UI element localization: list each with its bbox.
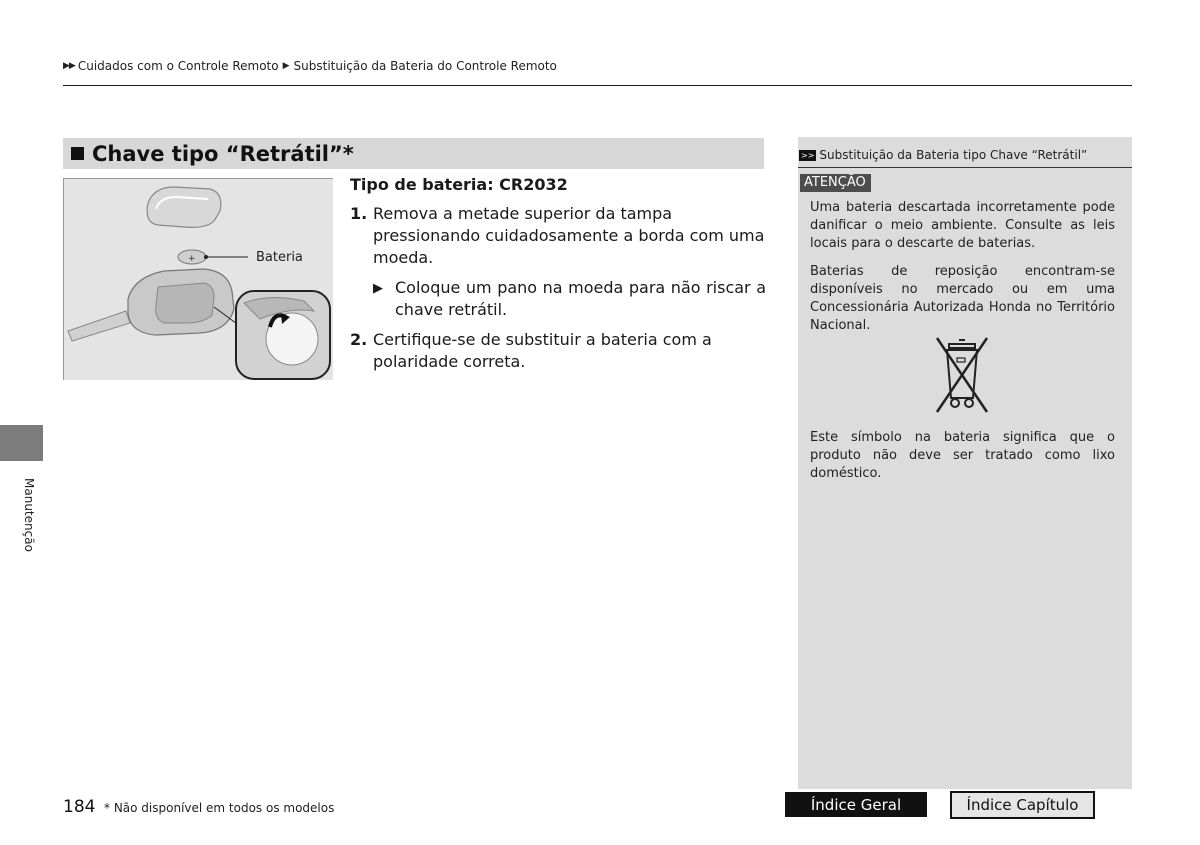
step-number: 2. (350, 330, 368, 349)
battery-callout-label: Bateria (256, 250, 303, 265)
page-number: 184 (63, 797, 96, 817)
double-chevron-icon: >> (801, 150, 815, 160)
sidebar-heading[interactable] (799, 148, 1087, 162)
step-text: Remova a metade superior da tampa pressionando cuidadosamente a borda com uma moeda. (373, 204, 765, 267)
notice-badge: ATENÇÃO (800, 174, 871, 192)
step-item (350, 203, 766, 269)
crossed-bin-icon (935, 336, 989, 414)
retractable-key-drawing (64, 179, 333, 380)
battery-type-heading: Tipo de bateria: CR2032 (350, 175, 568, 194)
arrow-right-icon: ▶ (282, 61, 290, 71)
general-index-button[interactable]: Índice Geral (785, 792, 927, 817)
step-note (373, 277, 766, 321)
breadcrumb-item-battery-replacement[interactable]: Substituição da Bateria do Controle Remoto (293, 59, 557, 73)
step-note-text: Coloque um pano na moeda para não riscar a chave retrátil. (395, 278, 766, 319)
breadcrumb-item-remote-care[interactable]: Cuidados com o Controle Remoto (77, 59, 279, 73)
chapter-index-button[interactable]: Índice Capítulo (950, 791, 1095, 819)
step-number: 1. (350, 204, 368, 223)
step-text: Certifique-se de substituir a bateria com a polaridade correta. (373, 330, 712, 371)
chapter-tab-label: Manutenção (22, 478, 36, 552)
svg-text:+: + (188, 254, 196, 264)
section-title: Chave tipo “Retrátil”* (92, 141, 354, 166)
disposal-warning-text: Uma bateria descartada incorretamente pode danificar o meio ambiente. Consulte as leis locais para o descarte de baterias. (810, 200, 1115, 251)
header-divider (63, 85, 1132, 86)
footnote: * Não disponível em todos os modelos (104, 801, 335, 815)
info-sidebar (798, 137, 1132, 789)
replacement-info-text: Baterias de reposição encontram-se disponíveis no mercado ou em uma Concessionária Autorizada Honda no Território Nacional. (810, 264, 1115, 333)
step-item (350, 329, 766, 373)
instructions (350, 174, 766, 381)
chapter-tab-marker (0, 425, 43, 461)
square-bullet-icon (71, 147, 84, 160)
double-arrow-icon: ▶▶ (63, 61, 75, 71)
breadcrumb (63, 59, 557, 73)
symbol-explanation-text: Este símbolo na bateria significa que o produto não deve ser tratado como lixo doméstico. (810, 430, 1115, 481)
section-header (63, 138, 764, 169)
sidebar-divider (798, 167, 1132, 168)
triangle-right-icon: ▶ (373, 281, 383, 296)
key-illustration (63, 178, 333, 380)
sidebar-heading-text[interactable]: Substituição da Bateria tipo Chave “Retrátil” (819, 148, 1088, 162)
